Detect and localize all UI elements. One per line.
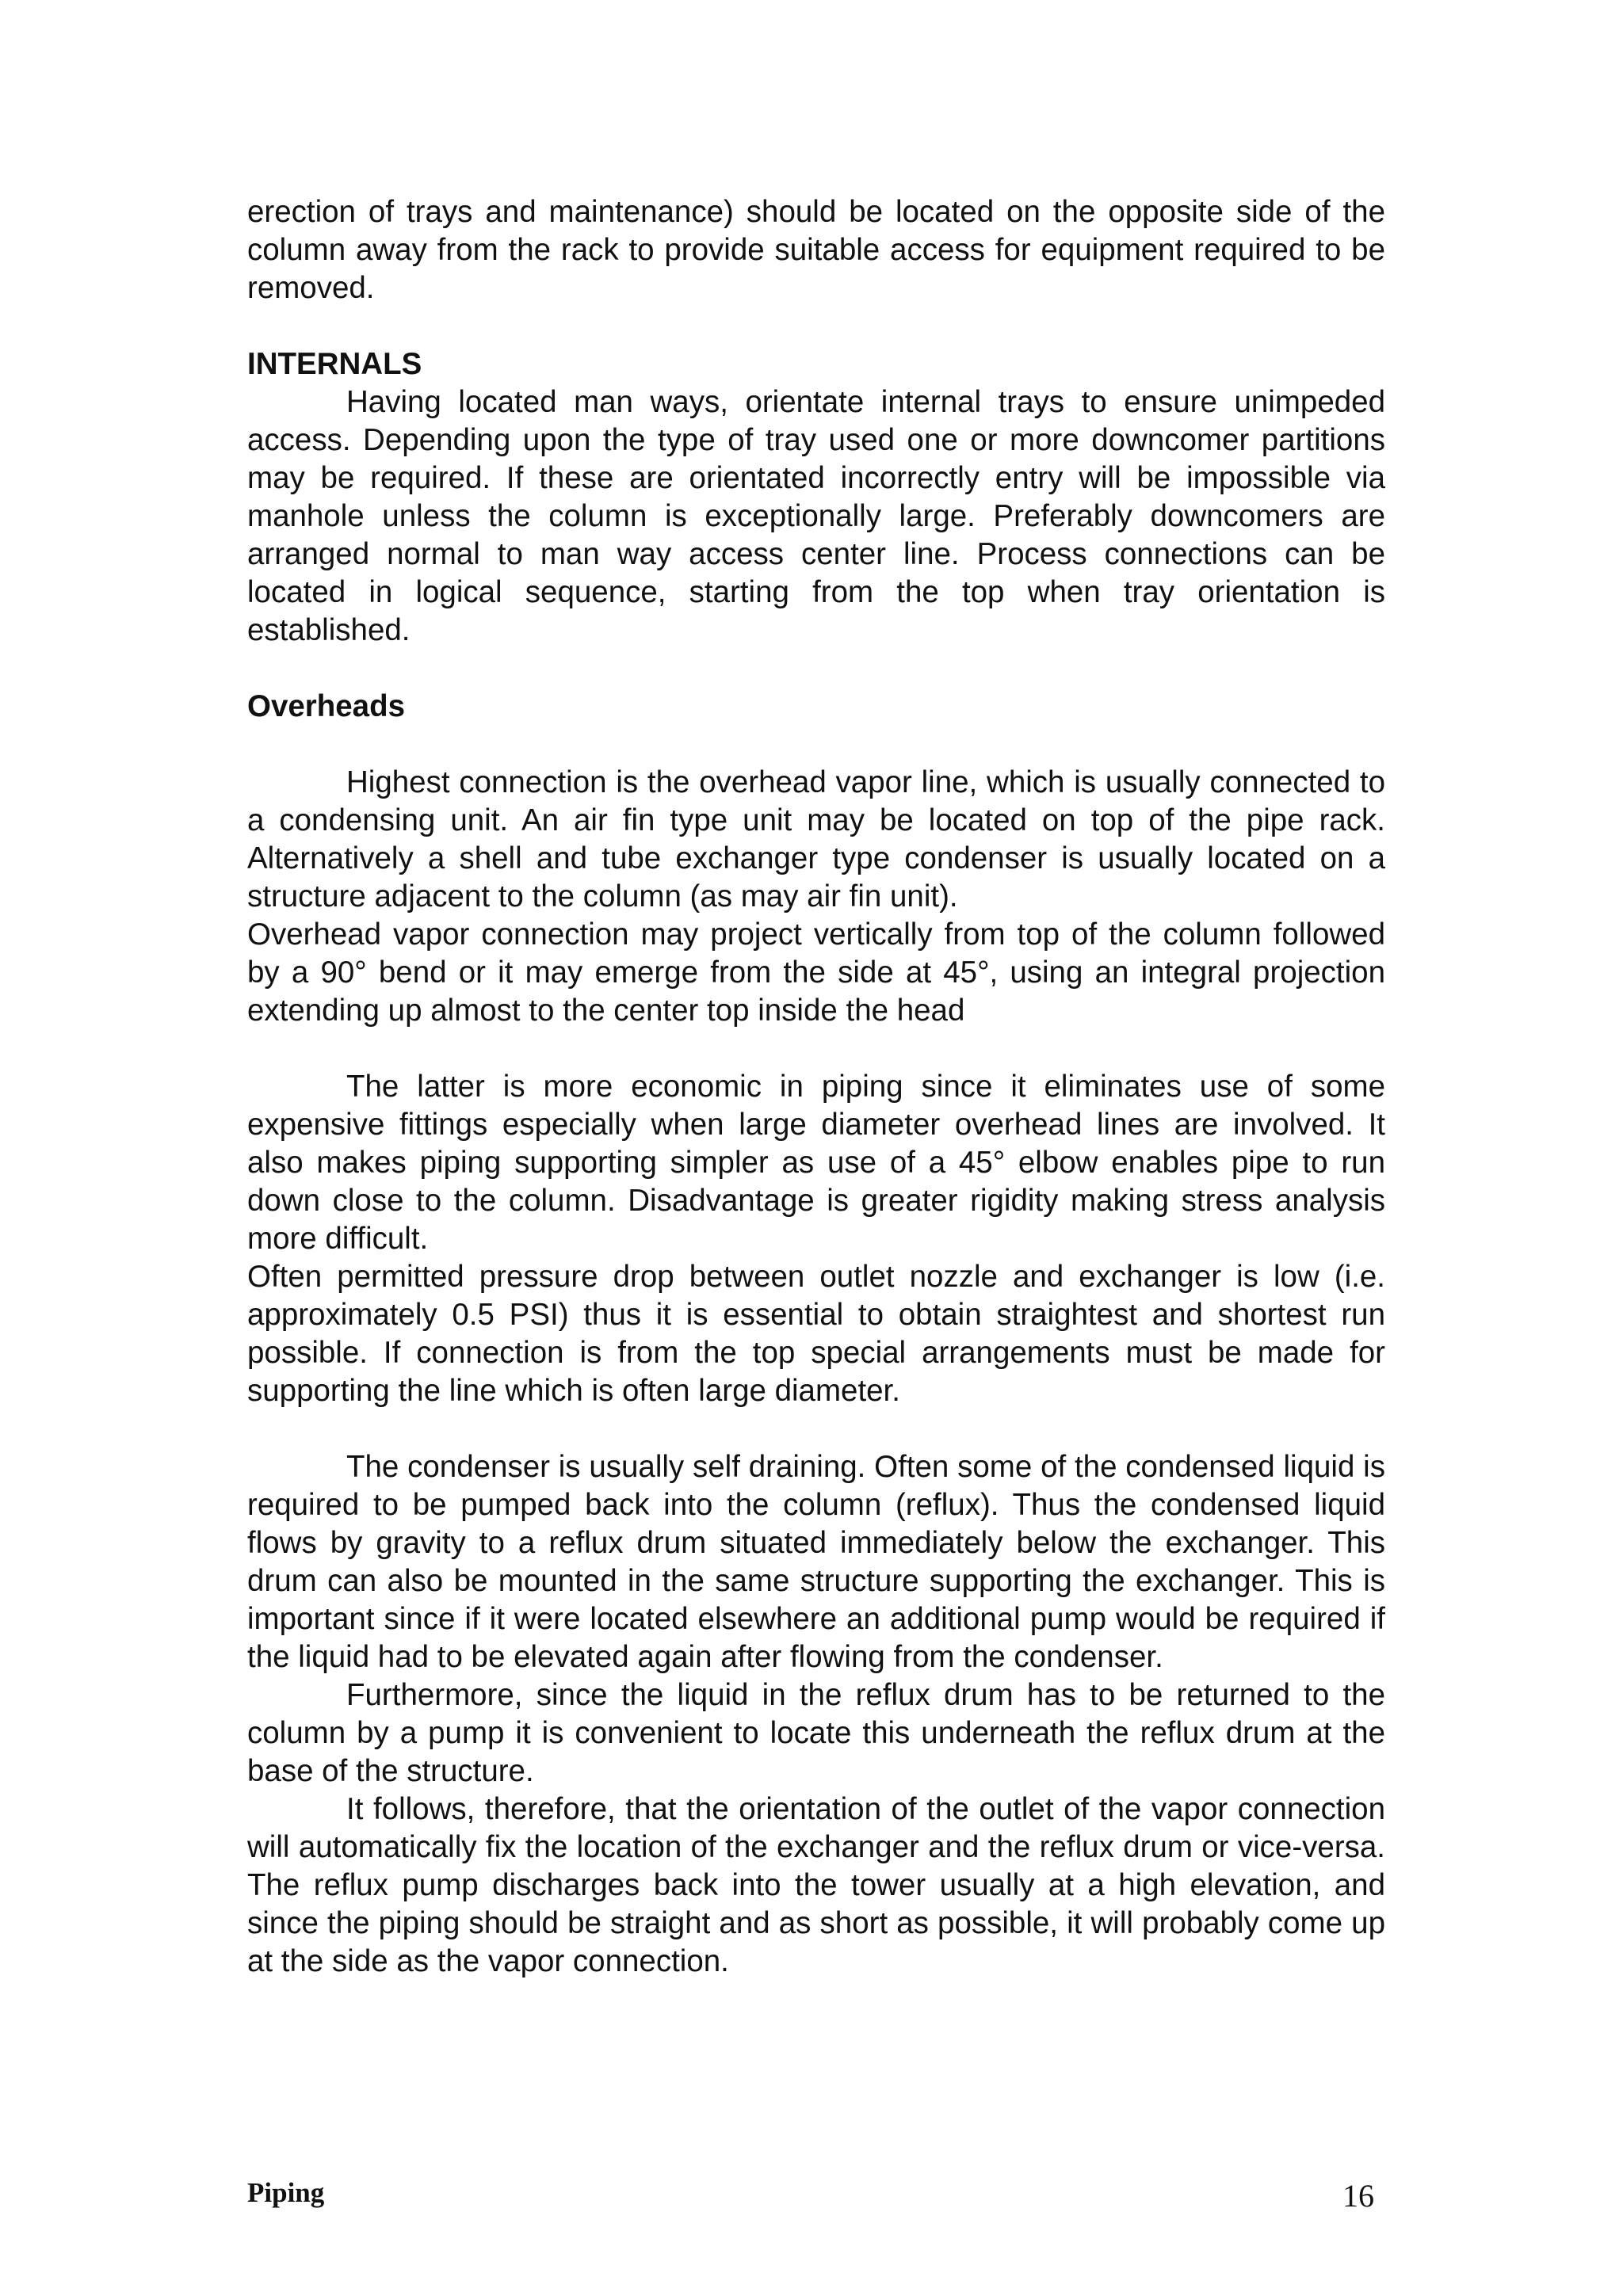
spacer — [247, 650, 1385, 688]
body-text — [247, 193, 1385, 1981]
paragraph-overheads-7: It follows, therefore, that the orientation of the outlet of the vapor connection will automatically fix the location of the exchanger and the reflux drum or vice-versa. The reflux pump discharges back into the tower usually at a high elevation, and since the piping should be straight and as short as possible, it will probably come up at the side as the vapor connection. — [247, 1792, 1385, 1978]
section-heading-internals: INTERNALS — [247, 347, 422, 381]
page-number: 16 — [1342, 2178, 1374, 2214]
paragraph-overheads-1: Highest connection is the overhead vapor line, which is usually connected to a condensing unit. An air fin type unit may be located on top of the pipe rack. Alternatively a shell and tube exchanger type condenser is usually located on a structure adjacent to the column (as may air fin unit). — [247, 765, 1385, 913]
paragraph-overheads-3: The latter is more economic in piping since it eliminates use of some expensive fittings especially when large diameter overhead lines are involved. It also makes piping supporting simpler as use of a 45° elbow enables pipe to run down close to the column. Disadvantage is greater rigidity making stress analysis more difficult. — [247, 1070, 1385, 1256]
spacer — [247, 1030, 1385, 1068]
paragraph-continuation: erection of trays and maintenance) should be located on the opposite side of the column away from the rack to provide suitable access for equipment required to be removed. — [247, 195, 1385, 305]
paragraph-internals: Having located man ways, orientate internal trays to ensure unimpeded access. Depending upon the type of tray used one or more downcomer partitions may be required. If these are orientated incorrectly entry will be impossible via manhole unless the column is exceptionally large. Preferably downcomers are arranged normal to man way access center line. Process connections can be located in logical sequence, starting from the top when tray orientation is established. — [247, 385, 1385, 647]
section-heading-overheads: Overheads — [247, 689, 406, 723]
paragraph-overheads-5: The condenser is usually self draining. Often some of the condensed liquid is required to be pumped back into the column (reflux). Thus the condensed liquid flows by gravity to a reflux drum situated immediately below the exchanger. This drum can also be mounted in the same structure supporting the exchanger. This is important since if it were located elsewhere an additional pump would be required if the liquid had to be elevated again after flowing from the condenser. — [247, 1450, 1385, 1674]
spacer — [247, 726, 1385, 764]
paragraph-overheads-4: Often permitted pressure drop between outlet nozzle and exchanger is low (i.e. approximately 0.5 PSI) thus it is essential to obtain straightest and shortest run possible. If connection is from the top special arrangements must be made for supporting the line which is often large diameter. — [247, 1260, 1385, 1408]
spacer — [247, 307, 1385, 345]
footer-title: Piping — [247, 2177, 325, 2208]
spacer — [247, 1410, 1385, 1448]
paragraph-overheads-6: Furthermore, since the liquid in the reflux drum has to be returned to the column by a pump it is convenient to locate this underneath the reflux drum at the base of the structure. — [247, 1678, 1385, 1788]
paragraph-overheads-2: Overhead vapor connection may project vertically from top of the column followed by a 90° bend or it may emerge from the side at 45°, using an integral projection extending up almost to the center top inside the head — [247, 917, 1385, 1028]
